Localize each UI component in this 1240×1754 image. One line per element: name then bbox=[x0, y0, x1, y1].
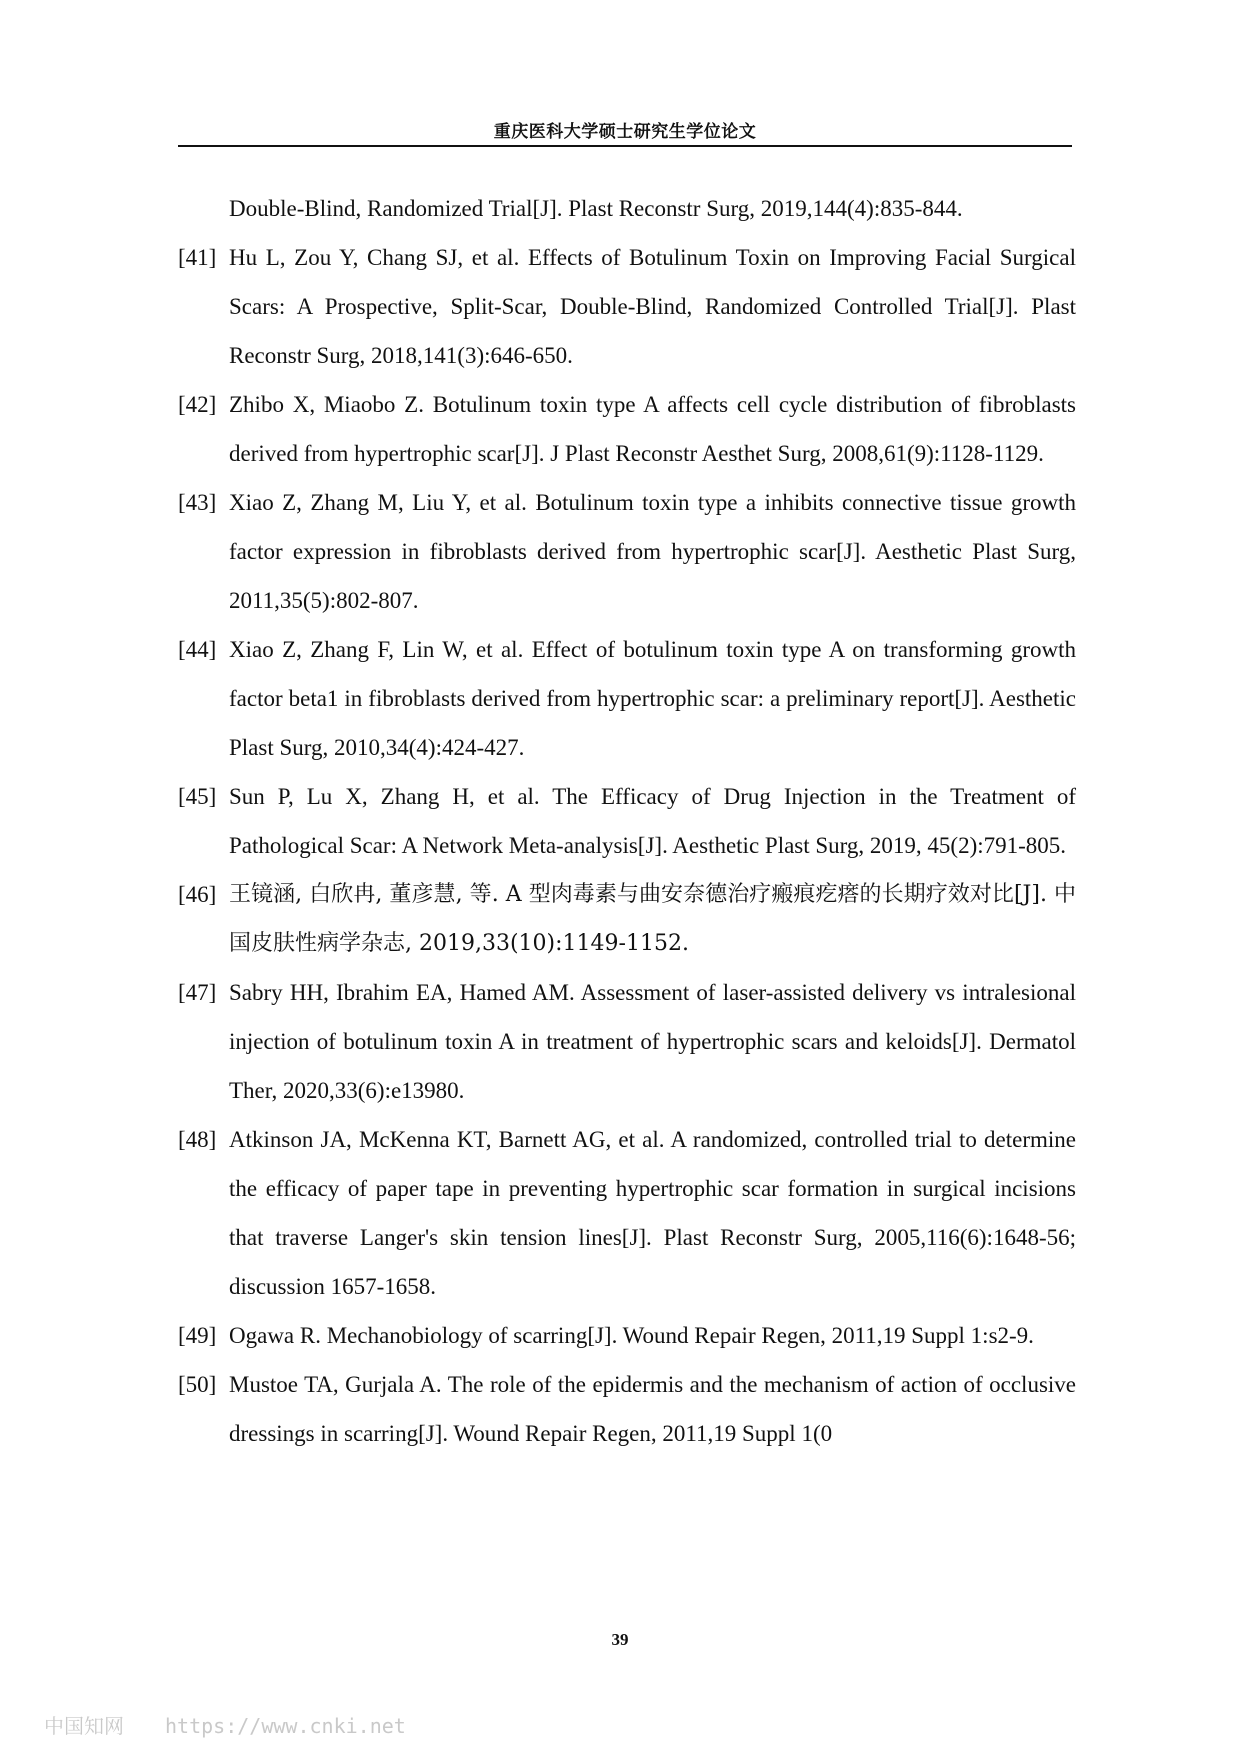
reference-text: Hu L, Zou Y, Chang SJ, et al. Effects of Botulinum Toxin on Improving Facial Surgical Scars: A Prospective, Split-Scar, Double-Blind, Randomized Controlled Trial[J]. Plast Reconstr Surg, 2018,141(3):646-650. bbox=[229, 245, 1076, 368]
reference-item bbox=[178, 380, 1076, 478]
reference-item bbox=[178, 870, 1076, 968]
reference-text: Atkinson JA, McKenna KT, Barnett AG, et al. A randomized, controlled trial to determine the efficacy of paper tape in preventing hypertrophic scar formation in surgical incisions that traverse Langer's skin tension lines[J]. Plast Reconstr Surg, 2005,116(6):1648-56; discussion 1657-1658. bbox=[229, 1127, 1076, 1299]
reference-item bbox=[178, 1115, 1076, 1311]
watermark-url: https://www.cnki.net bbox=[165, 1714, 406, 1738]
reference-item bbox=[178, 772, 1076, 870]
reference-number: [50] bbox=[178, 1372, 217, 1397]
reference-number: [41] bbox=[178, 245, 217, 270]
reference-number: [44] bbox=[178, 637, 217, 662]
reference-number: [49] bbox=[178, 1323, 217, 1348]
header-rule bbox=[178, 145, 1072, 147]
watermark-site-name: 中国知网 bbox=[44, 1714, 124, 1738]
reference-number: [47] bbox=[178, 980, 217, 1005]
running-header: 重庆医科大学硕士研究生学位论文 bbox=[493, 122, 757, 142]
page-number: 39 bbox=[611, 1630, 629, 1649]
reference-item bbox=[178, 625, 1076, 772]
reference-number: [48] bbox=[178, 1127, 217, 1152]
reference-number: [43] bbox=[178, 490, 217, 515]
reference-item bbox=[178, 1360, 1076, 1458]
reference-item bbox=[178, 478, 1076, 625]
reference-item bbox=[178, 968, 1076, 1115]
reference-list bbox=[178, 184, 1076, 1458]
reference-text: Sun P, Lu X, Zhang H, et al. The Efficacy of Drug Injection in the Treatment of Pathological Scar: A Network Meta-analysis[J]. Aesthetic Plast Surg, 2019, 45(2):791-805. bbox=[229, 784, 1076, 858]
reference-item bbox=[178, 1311, 1076, 1360]
reference-text: Ogawa R. Mechanobiology of scarring[J]. Wound Repair Regen, 2011,19 Suppl 1:s2-9. bbox=[229, 1323, 1034, 1348]
reference-item bbox=[178, 184, 1076, 233]
reference-text: 王镜涵, 白欣冉, 董彦慧, 等. A 型肉毒素与曲安奈德治疗瘢痕疙瘩的长期疗效对比[J]. 中国皮肤性病学杂志, 2019,33(10):1149-1152. bbox=[229, 882, 1076, 956]
reference-text: Xiao Z, Zhang F, Lin W, et al. Effect of botulinum toxin type A on transforming growth factor beta1 in fibroblasts derived from hypertrophic scar: a preliminary report[J]. Aesthetic Plast Surg, 2010,34(4):424-427. bbox=[229, 637, 1076, 760]
reference-text: Mustoe TA, Gurjala A. The role of the epidermis and the mechanism of action of occlusive dressings in scarring[J]. Wound Repair Regen, 2011,19 Suppl 1(0 bbox=[229, 1372, 1076, 1446]
reference-text: Double-Blind, Randomized Trial[J]. Plast Reconstr Surg, 2019,144(4):835-844. bbox=[229, 196, 963, 221]
reference-number: [46] bbox=[178, 882, 217, 907]
reference-text: Zhibo X, Miaobo Z. Botulinum toxin type A affects cell cycle distribution of fibroblasts derived from hypertrophic scar[J]. J Plast Reconstr Aesthet Surg, 2008,61(9):1128-1129. bbox=[229, 392, 1076, 466]
watermark bbox=[44, 1710, 406, 1739]
reference-number: [42] bbox=[178, 392, 217, 417]
reference-number: [45] bbox=[178, 784, 217, 809]
reference-text: Xiao Z, Zhang M, Liu Y, et al. Botulinum toxin type a inhibits connective tissue growth factor expression in fibroblasts derived from hypertrophic scar[J]. Aesthetic Plast Surg, 2011,35(5):802-807. bbox=[229, 490, 1076, 613]
reference-item bbox=[178, 233, 1076, 380]
reference-text: Sabry HH, Ibrahim EA, Hamed AM. Assessment of laser-assisted delivery vs intralesional injection of botulinum toxin A in treatment of hypertrophic scars and keloids[J]. Dermatol Ther, 2020,33(6):e13980. bbox=[229, 980, 1076, 1103]
